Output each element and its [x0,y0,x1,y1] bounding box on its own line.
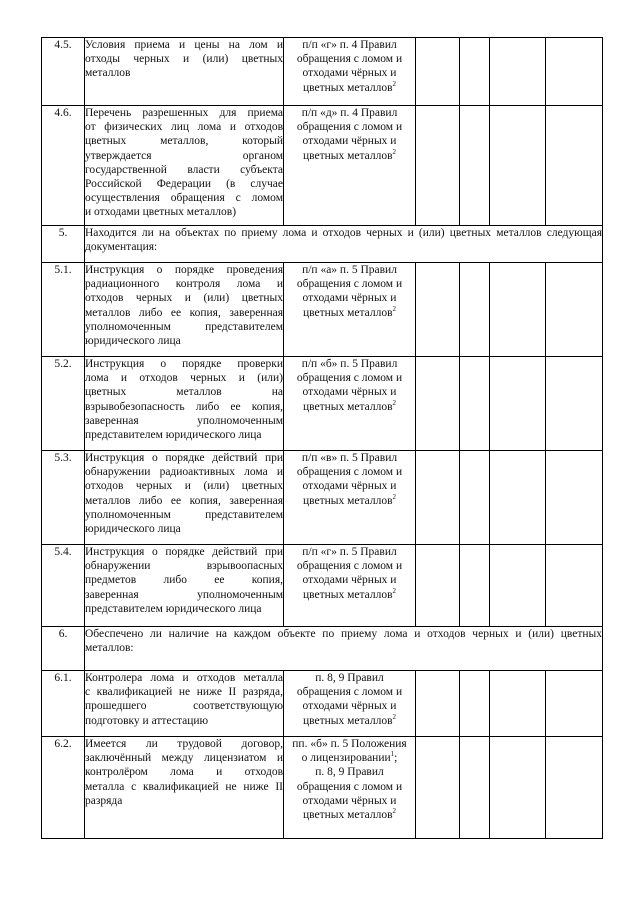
requirement-text [85,106,284,226]
reference-line [284,106,415,120]
reference-text: цветных металлов [302,306,393,319]
section-row [42,226,603,263]
reference-text: обращения с ломом и [296,372,403,385]
reference-text: отходами чёрных и [302,574,397,587]
row-number: 5.4. [42,545,85,627]
reference-text: п/п «б» п. 5 Правил [301,358,398,370]
footnote-marker: 2 [392,492,397,501]
reference-text: цветных металлов [302,809,393,822]
reference-line [284,714,415,728]
requirement-text [85,671,284,737]
section-text-line: Обеспечено ли наличие на каждом объекте по приему лома и отходов черных и (или) цветных [85,628,602,640]
reference-line [284,451,415,465]
requirement-line: Российской Федерации (в случае [85,178,283,191]
reference-text: отходами чёрных и [302,292,397,305]
answer-cell [546,451,603,545]
answer-cell [416,357,460,451]
table-row [42,357,603,451]
row-number: 6. [42,627,85,671]
reference-line [284,385,415,399]
reference-line [284,685,415,699]
answer-cell [546,545,603,627]
requirement-line: уполномоченным представителем [85,508,283,521]
reference-line [284,699,415,713]
reference-text: отходами чёрных и [302,67,397,80]
reference-line [284,277,415,291]
reference-line [284,38,415,52]
requirement-line: металла с квалификацией не ниже II [85,780,283,793]
row-number: 5.3. [42,451,85,545]
answer-cell [416,671,460,737]
reference-text: цветных металлов [302,588,393,601]
requirement-text [85,737,284,839]
requirement-line: Контролера лома и отходов металла [85,672,283,684]
reference-line [284,765,415,779]
legal-reference [284,671,416,737]
reference-text: обращения с ломом и [296,686,403,699]
footnote-marker: 2 [392,398,397,407]
reference-text: обращения с ломом и [296,780,403,793]
section-text-line: документация: [85,241,158,254]
table-row [42,671,603,737]
section-row [42,627,603,671]
requirement-line: заключённый между лицензиатом и [85,752,283,765]
reference-text: п/п «а» п. 5 Правил [302,264,397,276]
reference-text: отходами чёрных и [302,480,397,493]
reference-text: п. 8, 9 Правил [315,766,384,779]
reference-line [284,263,415,277]
reference-text: отходами чёрных и [302,700,397,713]
reference-line [284,291,415,305]
answer-cell [460,545,490,627]
reference-text: обращения с ломом и [296,466,403,479]
answer-cell [416,737,460,839]
answer-cell [490,737,546,839]
reference-text: отходами чёрных и [302,794,397,807]
requirement-line: отходы черных и (или) цветных [85,53,283,66]
answer-cell [546,106,603,226]
requirement-line: государственной власти субъекта [85,163,283,176]
requirement-line: металлов [85,67,131,80]
requirement-line: от физических лиц лома и отходов [85,121,283,134]
row-number: 6.2. [42,737,85,839]
checklist-table [41,37,603,839]
answer-cell [490,451,546,545]
requirement-line: с квалификацией не ниже II разряда, [85,686,283,699]
reference-line [284,545,415,559]
answer-cell [460,106,490,226]
legal-reference [284,545,416,627]
section-heading [85,226,603,263]
answer-cell [416,263,460,357]
reference-line [284,780,415,794]
reference-text: п/п «г» п. 5 Правил [302,546,397,558]
reference-text: о лицензировании [301,752,391,765]
requirement-line: контролёром лома и отходов [85,766,283,779]
requirement-text [85,545,284,627]
reference-line [284,794,415,808]
requirement-line: заверенная уполномоченным [85,414,283,427]
answer-cell [490,357,546,451]
requirement-line: цветных металлов на [85,386,283,399]
requirement-line: отходов черных и (или) цветных [85,480,283,493]
requirement-line: металлов либо ее копия, заверенная [85,494,283,507]
legal-reference [284,38,416,106]
reference-text: отходами чёрных и [302,135,397,148]
reference-text: цветных металлов [302,714,393,727]
requirement-line: обнаружении взрывоопасных [85,560,283,573]
footnote-marker: 2 [392,147,397,156]
reference-text: цветных металлов [302,494,393,507]
requirement-text [85,263,284,357]
requirement-line: и отходами цветных металлов) [85,206,237,219]
answer-cell [546,737,603,839]
requirement-line: подготовку и аттестацию [85,714,209,727]
table-row [42,545,603,627]
table-row [42,38,603,106]
answer-cell [546,263,603,357]
reference-line [284,808,415,822]
answer-cell [416,451,460,545]
reference-text: цветных металлов [302,149,393,162]
requirement-line: отходов черных и (или) цветных [85,292,283,305]
row-number: 4.5. [42,38,85,106]
requirement-line: Имеется ли трудовой договор, [85,738,283,750]
answer-cell [460,38,490,106]
legal-reference [284,737,416,839]
reference-line [284,573,415,587]
reference-line [284,751,415,765]
reference-line [284,52,415,66]
row-number: 4.6. [42,106,85,226]
requirement-line: разряда [85,794,123,807]
table-row [42,263,603,357]
table-row [42,737,603,839]
row-number: 5.1. [42,263,85,357]
requirement-line: взрывобезопасность либо ее копия, [85,400,283,413]
answer-cell [416,106,460,226]
reference-line [284,120,415,134]
reference-line [284,306,415,320]
reference-line [284,494,415,508]
section-text-line: Находится ли на объектах по приему лома и отходов черных и (или) цветных металлов следующая [85,227,602,239]
reference-line [284,81,415,95]
reference-text: п/п «г» п. 4 Правил [302,39,397,51]
reference-line [284,479,415,493]
answer-cell [460,357,490,451]
requirement-line: Перечень разрешенных для приема [85,107,283,119]
requirement-line: уполномоченным представителем [85,320,283,333]
answer-cell [460,671,490,737]
answer-cell [546,38,603,106]
requirement-line: Условия приема и цены на лом и [85,39,283,51]
answer-cell [460,263,490,357]
row-number: 5.2. [42,357,85,451]
requirement-line: представителем юридического лица [85,602,262,615]
footnote-marker: 2 [392,807,397,816]
footnote-marker: 2 [392,79,397,88]
section-text-line: металлов: [85,642,134,655]
requirement-line: Инструкция о порядке действий при [85,546,283,558]
reference-line [284,66,415,80]
requirement-line: утверждается органом [85,149,283,162]
reference-punctuation: ; [394,752,398,765]
requirement-line: металлов либо ее копия, заверенная [85,306,283,319]
reference-line [284,371,415,385]
reference-text: цветных металлов [302,81,393,94]
requirement-text [85,38,284,106]
reference-line [284,400,415,414]
requirement-line: цветных металлов, который [85,135,283,148]
answer-cell [460,737,490,839]
answer-cell [490,263,546,357]
reference-text: обращения с ломом и [296,121,403,134]
row-number: 6.1. [42,671,85,737]
reference-line [284,149,415,163]
footnote-marker: 2 [392,712,397,721]
reference-text: отходами чёрных и [302,386,397,399]
answer-cell [490,545,546,627]
answer-cell [460,451,490,545]
table-row [42,106,603,226]
section-heading [85,627,603,671]
answer-cell [546,671,603,737]
requirement-line: лома и отходов черных и (или) [85,372,283,385]
reference-text: обращения с ломом и [296,560,403,573]
reference-line [284,465,415,479]
answer-cell [490,38,546,106]
reference-line [284,559,415,573]
reference-text: п/п «в» п. 5 Правил [301,452,398,464]
answer-cell [546,357,603,451]
reference-text: п/п «д» п. 4 Правил [301,107,398,119]
answer-cell [490,106,546,226]
legal-reference [284,451,416,545]
reference-line [284,737,415,751]
reference-line [284,671,415,685]
reference-text: пп. «б» п. 5 Положения [292,738,407,750]
answer-cell [416,38,460,106]
table-row [42,451,603,545]
footnote-marker: 2 [392,586,397,595]
footnote-marker: 2 [392,304,397,313]
requirement-line: прошедшего соответствующую [85,700,283,713]
requirement-line: предметов либо ее копия, [85,574,283,587]
legal-reference [284,357,416,451]
reference-text: п. 8, 9 Правил [315,672,384,684]
requirement-line: юридического лица [85,523,181,536]
requirement-line: заверенная уполномоченным [85,588,283,601]
reference-text: цветных металлов [302,400,393,413]
requirement-text [85,357,284,451]
reference-text: обращения с ломом и [296,53,403,66]
footnote-marker: 1 [390,750,395,759]
requirement-line: осуществления обращения с ломом [85,192,283,205]
reference-text: обращения с ломом и [296,278,403,291]
requirement-line: представителем юридического лица [85,429,262,442]
requirement-line: обнаружении радиоактивных лома и [85,466,283,479]
answer-cell [416,545,460,627]
legal-reference [284,263,416,357]
legal-reference [284,106,416,226]
requirement-text [85,451,284,545]
reference-line [284,588,415,602]
requirement-line: радиационного контроля лома и [85,278,283,291]
requirement-line: Инструкция о порядке действий при [85,452,283,464]
answer-cell [490,671,546,737]
reference-line [284,134,415,148]
reference-line [284,357,415,371]
row-number: 5. [42,226,85,263]
requirement-line: Инструкция о порядке проверки [85,358,283,370]
requirement-line: Инструкция о порядке проведения [85,264,283,276]
requirement-line: юридического лица [85,335,181,348]
